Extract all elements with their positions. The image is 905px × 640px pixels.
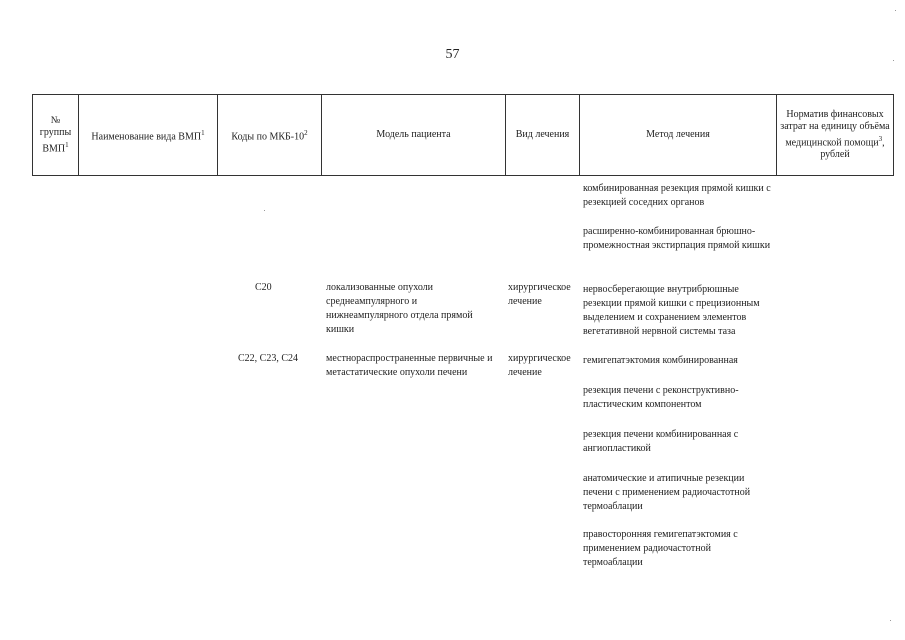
header-method: Метод лечения [580,95,777,175]
scan-speck [264,210,265,211]
method-cell: резекция печени комбинированная с ангиопластикой [583,429,739,454]
method-cell: нервосберегающие внутрибрюшные резекции прямой кишки с прецизионным выделением и сохранением элементов вегетативной нервной системы таза [583,284,760,337]
method-cell: расширенно-комбинированная брюшно-промежностная экстирпация прямой кишки [583,226,771,251]
method-cell: правосторонняя гемигепатэктомия с применением радиочастотной термоаблации [583,529,738,568]
scan-speck [895,10,896,11]
header-norm: Норматив финансовых затрат на единицу объёма медицинской помощи$^3$, рублей [780,108,890,161]
header-group: № группы ВМП$^1$ [33,95,79,175]
model-cell: локализованные опухоли среднеампулярного и нижнеампулярного отдела прямой кишки [326,282,473,335]
code-cell: C22, C23, C24 [238,353,299,364]
header-name: Наименование вида ВМП$^1$ [79,95,218,175]
code-cell: C20 [255,282,272,293]
header-codes: Коды по МКБ-$10^2$ [218,95,322,175]
table-header [32,94,894,176]
type-cell: хирургическое лечение [508,353,571,378]
model-cell: местнораспространенные первичные и метастатические опухоли печени [326,353,493,378]
page-number: 57 [445,47,460,62]
type-cell: хирургическое лечение [508,282,571,307]
method-cell: анатомические и атипичные резекции печени с применением радиочастотной термоаблации [583,473,751,512]
scan-speck [890,620,891,621]
scan-speck [893,60,894,61]
method-cell: гемигепатэктомия комбинированная [583,355,738,366]
method-cell: комбинированная резекция прямой кишки с резекцией соседних органов [583,183,771,208]
method-cell: резекция печени с реконструктивно-пластическим компонентом [583,385,739,410]
header-type: Вид лечения [506,95,580,175]
header-model: Модель пациента [322,95,506,175]
